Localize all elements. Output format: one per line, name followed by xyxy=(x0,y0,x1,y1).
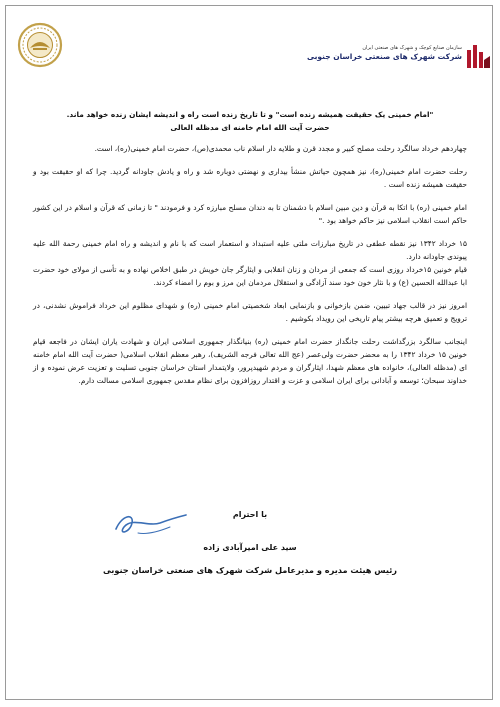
handwritten-signature xyxy=(108,505,190,545)
letter-body xyxy=(33,108,467,387)
org-name-line2: شرکت شهرک های صنعتی خراسان جنوبی xyxy=(307,52,462,61)
signer-title: رئیس هیئت مدیره و مدیرعامل شرکت شهرک های صنعتی خراسان جنوبی xyxy=(102,565,398,575)
emblem-seal-icon xyxy=(17,22,63,68)
closing-regards: با احترام xyxy=(232,510,268,519)
paragraph-2: رحلت حضرت امام خمینی(ره)، نیز همچون حیاتش منشأ بیداری و نهضتی دوباره شد و راه و یادش جاودانه گردید. چرا که او حقیقت بود و حقیقت همیشه زنده است . xyxy=(33,167,467,189)
organization-header xyxy=(307,44,462,62)
quote-line: "امام خمینی یک حقیقت همیشه زنده است" و تا تاریخ زنده است راه و اندیشه ایشان زنده خواهد ماند. xyxy=(66,110,434,119)
paragraph-3: امام خمینی (ره) با اتکا به قرآن و دین مبین اسلام با دشمنان تا به دندان مسلح مبارزه کرد و فرمودند " تا زمانی که قرآن و اسلام در این کشور حاکم است انقلاب اسلامی نیز حاکم خواهد بود ." xyxy=(33,203,467,225)
paragraph-6: امروز نیز در قالب جهاد تبیین، ضمن بازخوانی و بازنمایی ابعاد شخصیتی امام خمینی (ره) و شهدای مظلوم این خرداد فراموش نشدنی، در ترویج و تعمیق هرچه بیشتر پیام تاریخی این رویداد بکوشیم . xyxy=(33,301,467,323)
industrial-parks-logo-icon xyxy=(465,42,491,70)
quote-attribution: حضرت آیت الله امام خامنه ای مدظله العالی xyxy=(170,123,330,132)
paragraph-1: چهاردهم خرداد سالگرد رحلت مصلح کبیر و مجدد قرن و طلایه دار اسلام ناب محمدی(ص)، حضرت امام خمینی(ره)، است. xyxy=(94,144,467,153)
paragraph-4: ۱۵ خرداد ۱۳۴۲ نیز نقطه عطفی در تاریخ مبارزات ملتی علیه استبداد و استعمار است که با نام و اندیشه و راه امام خمینی رحمة الله علیه پیوندی جاودانه دارد. xyxy=(33,239,467,261)
paragraph-7: اینجانب سالگرد بزرگداشت رحلت جانگداز حضرت امام خمینی (ره) بنیانگذار جمهوری اسلامی ایران و شهادت یاران ایشان در فاجعه قیام خونین ۱۵ خرداد ۱۳۴۲ را به محضر حضرت ولی‌عصر (عج الله تعالی فرجه الشریف)، رهبر معظم انقلاب اسلامی( حضرت آیت الله امام خامنه ای (مدظله العالی)، خانواده های معظم شهدا، ایثارگران و مردم شهیدپرور، ولایتمدار استان خراسان جنوبی تسلیت و تعزیت عرض نموده و از خداوند سبحان؛ توسعه و آبادانی برای ایران اسلامی و عزت و اقتدار روزافزون برای نظام مقدس جمهوری اسلامی مسالت دارم. xyxy=(33,337,467,385)
paragraph-5: قیام خونین ۱۵خرداد روزی است که جمعی از مردان و زنان انقلابی و ایثارگر جان خویش در طبق اخلاص نهاده و به تأسی از مولای خود حضرت ابا عبدالله الحسین (ع) و با نثار خون خود سند آزادگی و استقلال مردمان این مرز و بوم را امضاء کردند. xyxy=(33,265,468,287)
org-name-line1: سازمان صنایع کوچک و شهرک های صنعتی ایران xyxy=(362,45,462,51)
signer-name: سید علی امیرآبادی زاده xyxy=(203,543,297,552)
